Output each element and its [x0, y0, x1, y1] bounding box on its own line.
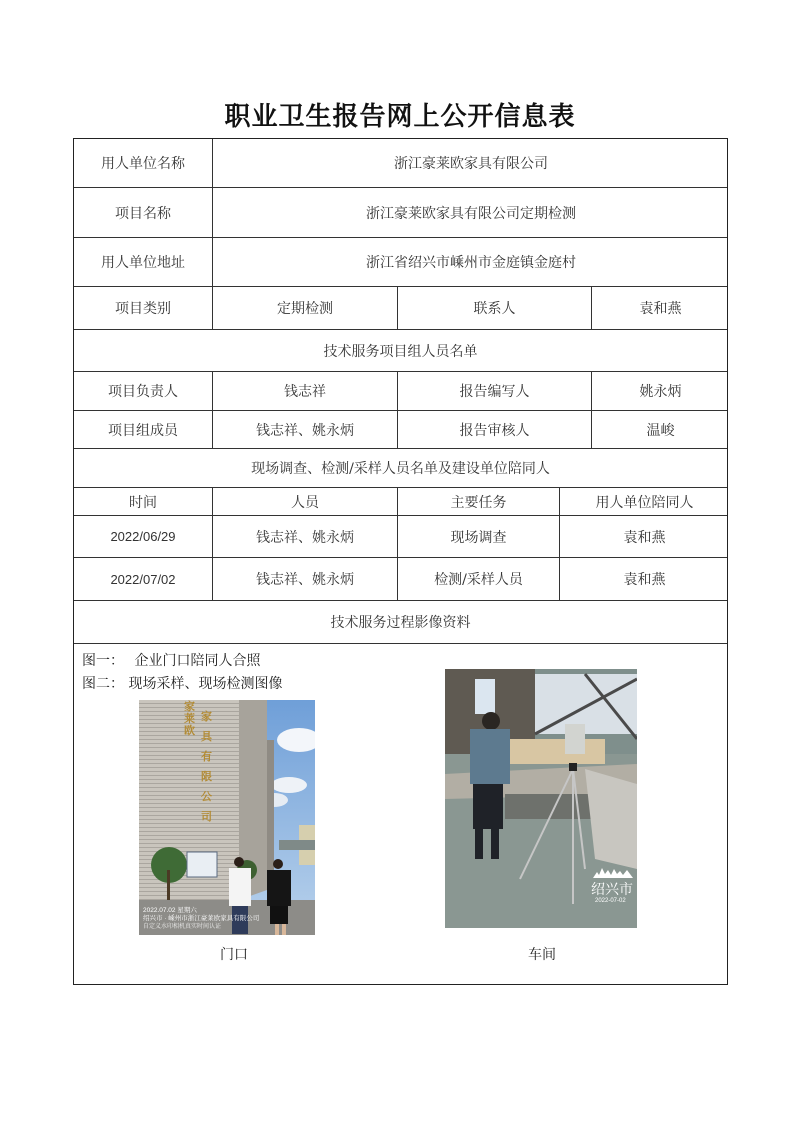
contact-value: 袁和燕 — [639, 301, 682, 317]
page-title: 职业卫生报告网上公开信息表 — [224, 102, 576, 132]
svg-text:公: 公 — [201, 790, 212, 803]
survey-col-companion: 用人单位陪同人 — [595, 494, 694, 511]
svg-text:家: 家 — [184, 700, 195, 713]
figure-1-line — [82, 650, 260, 670]
figure-2-text: 现场采样、现场检测图像 — [128, 676, 283, 692]
row-survey-title — [74, 449, 727, 488]
project-name-value: 浙江豪莱欧家具有限公司定期检测 — [366, 205, 576, 222]
row-category — [74, 287, 727, 330]
survey-col-time: 时间 — [74, 488, 213, 515]
photo-entrance — [139, 700, 315, 935]
reviewer-value: 温峻 — [646, 422, 675, 439]
address-label: 用人单位地址 — [74, 238, 213, 286]
row-team-leader — [74, 372, 727, 411]
project-name-label: 项目名称 — [74, 188, 213, 237]
survey-section-title: 现场调查、检测/采样人员名单及建设单位陪同人 — [251, 461, 550, 477]
survey-row-task: 现场调查 — [398, 516, 560, 557]
row-project-name — [74, 188, 727, 238]
images-section-title: 技术服务过程影像资料 — [330, 615, 471, 631]
svg-text:家: 家 — [201, 710, 212, 723]
row-address — [74, 238, 727, 287]
survey-row-companion: 袁和燕 — [623, 529, 666, 546]
survey-row-personnel: 钱志祥、姚永炳 — [213, 516, 398, 557]
contact-label: 联系人 — [398, 287, 592, 329]
address-value: 浙江省绍兴市嵊州市金庭镇金庭村 — [366, 255, 576, 271]
writer-value: 姚永炳 — [639, 384, 682, 400]
photo-entrance-stamp-line3: 自定义水印相机真实时间认证 — [143, 924, 222, 930]
photo-workshop-caption: 车间 — [528, 947, 556, 963]
survey-col-personnel: 人员 — [213, 488, 398, 515]
survey-row — [74, 516, 727, 558]
members-label: 项目组成员 — [74, 411, 213, 448]
survey-row — [74, 558, 727, 601]
info-table — [73, 138, 728, 985]
photo-entrance-caption: 门口 — [220, 947, 248, 963]
photo-workshop — [445, 669, 637, 928]
entrance-photo-image — [139, 700, 315, 935]
survey-row-task: 检测/采样人员 — [398, 558, 560, 600]
photo-workshop-watermark-city: 绍兴市 — [591, 882, 633, 898]
members-value: 钱志祥、姚永炳 — [213, 411, 398, 448]
row-team-members — [74, 411, 727, 449]
row-images-title — [74, 601, 727, 644]
svg-text:莱: 莱 — [184, 712, 195, 725]
photo-entrance-stamp-line2: 绍兴市 · 嵊州市浙江豪莱欧家具有限公司 — [143, 915, 260, 922]
survey-row-time: 2022/06/29 — [74, 516, 213, 557]
svg-text:具: 具 — [201, 730, 212, 743]
category-value: 定期检测 — [213, 287, 398, 329]
writer-label: 报告编写人 — [398, 372, 592, 410]
reviewer-label: 报告审核人 — [398, 411, 592, 448]
svg-text:有: 有 — [201, 750, 212, 763]
images-section — [74, 644, 727, 984]
employer-name-label: 用人单位名称 — [74, 139, 213, 187]
figure-2-label: 图二： — [82, 676, 124, 692]
row-team-title — [74, 330, 727, 372]
photo-workshop-watermark-date: 2022-07-02 — [595, 898, 626, 904]
survey-header-row — [74, 488, 727, 516]
city-skyline-icon — [593, 865, 633, 877]
row-employer-name — [74, 139, 727, 188]
leader-value: 钱志祥 — [213, 372, 398, 410]
survey-col-task: 主要任务 — [398, 488, 560, 515]
figure-2-line — [82, 673, 282, 693]
survey-row-companion: 袁和燕 — [623, 572, 666, 588]
team-section-title: 技术服务项目组人员名单 — [323, 343, 478, 360]
svg-text:欧: 欧 — [184, 724, 195, 737]
employer-name-value: 浙江豪莱欧家具有限公司 — [394, 156, 548, 172]
figure-1-text: 企业门口陪同人合照 — [134, 653, 261, 669]
survey-row-time: 2022/07/02 — [74, 558, 213, 600]
svg-text:限: 限 — [201, 770, 212, 783]
svg-text:司: 司 — [201, 810, 212, 823]
category-label: 项目类别 — [74, 287, 213, 329]
figure-1-label: 图一： — [82, 653, 124, 669]
survey-row-personnel: 钱志祥、姚永炳 — [213, 558, 398, 600]
leader-label: 项目负责人 — [74, 372, 213, 410]
photo-entrance-stamp-line1: 2022.07.02 星期六 — [143, 907, 197, 914]
